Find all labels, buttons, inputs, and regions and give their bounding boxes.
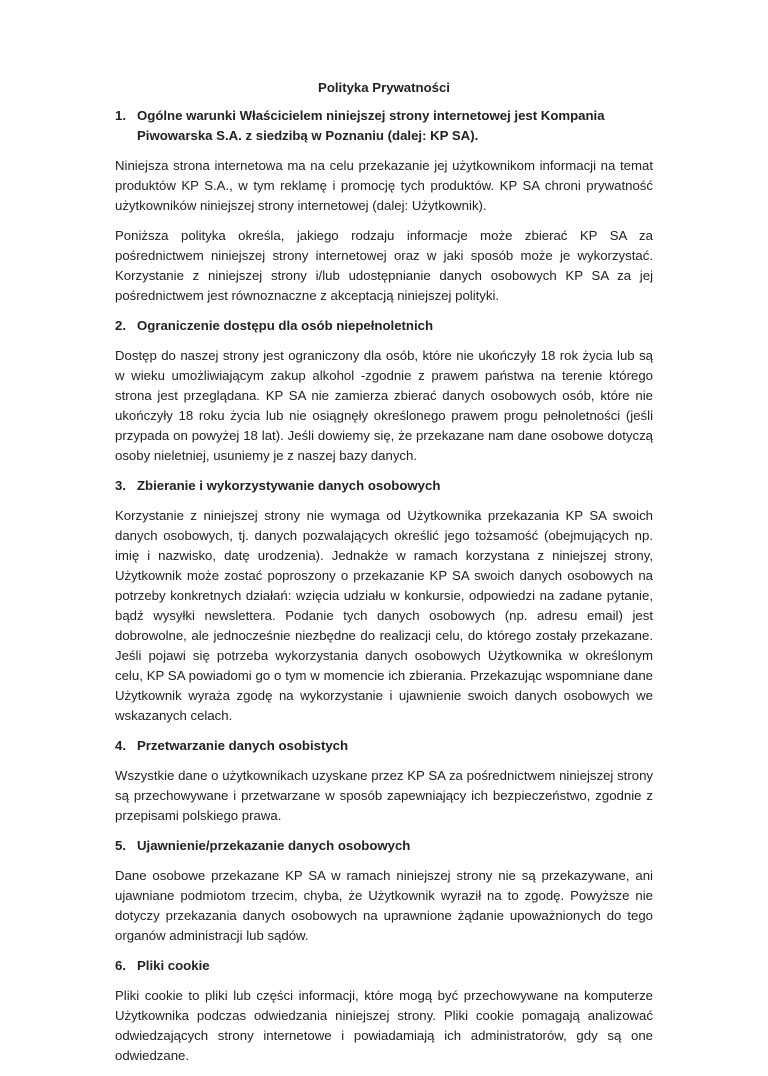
section-title: Pliki cookie [137,958,210,973]
section-heading-2 [115,316,653,336]
paragraph: Niniejsza strona internetowa ma na celu przekazanie jej użytkownikom informacji na temat produktów KP S.A., w tym reklamę i promocję tych produktów. KP SA chroni prywatność użytkowników niniejszej strony internetowej (dalej: Użytkownik). [115,158,653,213]
section-title: Przetwarzanie danych osobistych [137,738,349,753]
section-heading-1 [115,106,653,146]
section-number: 5. [115,838,126,853]
section-title: Ograniczenie dostępu dla osób niepełnoletnich [137,318,434,333]
section-title: Zbieranie i wykorzystywanie danych osobowych [137,478,441,493]
section-heading-6 [115,956,653,976]
section-number: 1. [115,108,126,123]
section-heading-5 [115,836,653,856]
document-page [115,78,653,1076]
section-number: 6. [115,958,126,973]
section-number: 2. [115,318,126,333]
section-number: 4. [115,738,126,753]
paragraph: Dane osobowe przekazane KP SA w ramach niniejszej strony nie są przekazywane, ani ujawniane podmiotom trzecim, chyba, że Użytkownik wyraził na to zgodę. Powyższe nie dotyczy przekazania danych osobowych na uprawnione żądanie upoważnionych do tego organów administracji lub sądów. [115,868,653,943]
section-title: Ogólne warunki Właścicielem niniejszej strony internetowej jest Kompania Piwowarska S.A. z siedzibą w Poznaniu (dalej: KP SA). [137,108,605,143]
paragraph: Korzystanie z niniejszej strony nie wymaga od Użytkownika przekazania KP SA swoich danych osobowych, tj. danych pozwalających określić jego tożsamość (obejmujących np. imię i nazwisko, datę urodzenia). Jednakże w ramach korzystana z niniejszej strony, Użytkownik może zostać poproszony o przekazanie KP SA swoich danych osobowych na potrzeby konkretnych działań: wzięcia udziału w konkursie, odpowiedzi na zadane pytanie, bądź wysyłki newslettera. Podanie tych danych osobowych (np. adresu email) jest dobrowolne, ale jednocześnie niezbędne do realizacji celu, do którego zostały przekazane. Jeśli pojawi się potrzeba wykorzystania danych osobowych Użytkownika w określonym celu, KP SA powiadomi go o tym w momencie ich zbierania. Przekazując wspomniane dane Użytkownik wyraża zgodę na wykorzystanie i ujawnienie swoich danych osobowych we wskazanych celach. [115,508,653,723]
paragraph: Dostęp do naszej strony jest ograniczony dla osób, które nie ukończyły 18 rok życia lub są w wieku umożliwiającym zakup alkohol -zgodnie z prawem państwa na terenie którego strona jest przeglądana. KP SA nie zamierza zbierać danych osobowych osób, które nie ukończyły 18 roku życia lub nie osiągnęły określonego prawem progu pełnoletności (jeśli przypada on powyżej 18 lat). Jeśli dowiemy się, że przekazane nam dane osobowe dotyczą osoby nieletniej, usuniemy je z naszej bazy danych. [115,348,653,463]
paragraph: Poniższa polityka określa, jakiego rodzaju informacje może zbierać KP SA za pośrednictwem niniejszej strony internetowej oraz w jaki sposób może je wykorzystać. Korzystanie z niniejszej strony i/lub udostępnianie danych osobowych KP SA za jej pośrednictwem jest równoznaczne z akceptacją niniejszej polityki. [115,228,653,303]
paragraph: Wszystkie dane o użytkownikach uzyskane przez KP SA za pośrednictwem niniejszej strony są przechowywane i przetwarzane w sposób zapewniający ich bezpieczeństwo, zgodnie z przepisami polskiego prawa. [115,768,653,823]
section-title: Ujawnienie/przekazanie danych osobowych [137,838,411,853]
paragraph: Pliki cookie to pliki lub części informacji, które mogą być przechowywane na komputerze Użytkownika podczas odwiedzania niniejszej strony. Pliki cookie pomagają analizować odwiedzających strony internetowe i powiadamiają ich administratorów, gdy są one odwiedzane. [115,988,653,1063]
section-number: 3. [115,478,126,493]
section-heading-3 [115,476,653,496]
document-title: Polityka Prywatności [318,80,450,95]
section-heading-4 [115,736,653,756]
